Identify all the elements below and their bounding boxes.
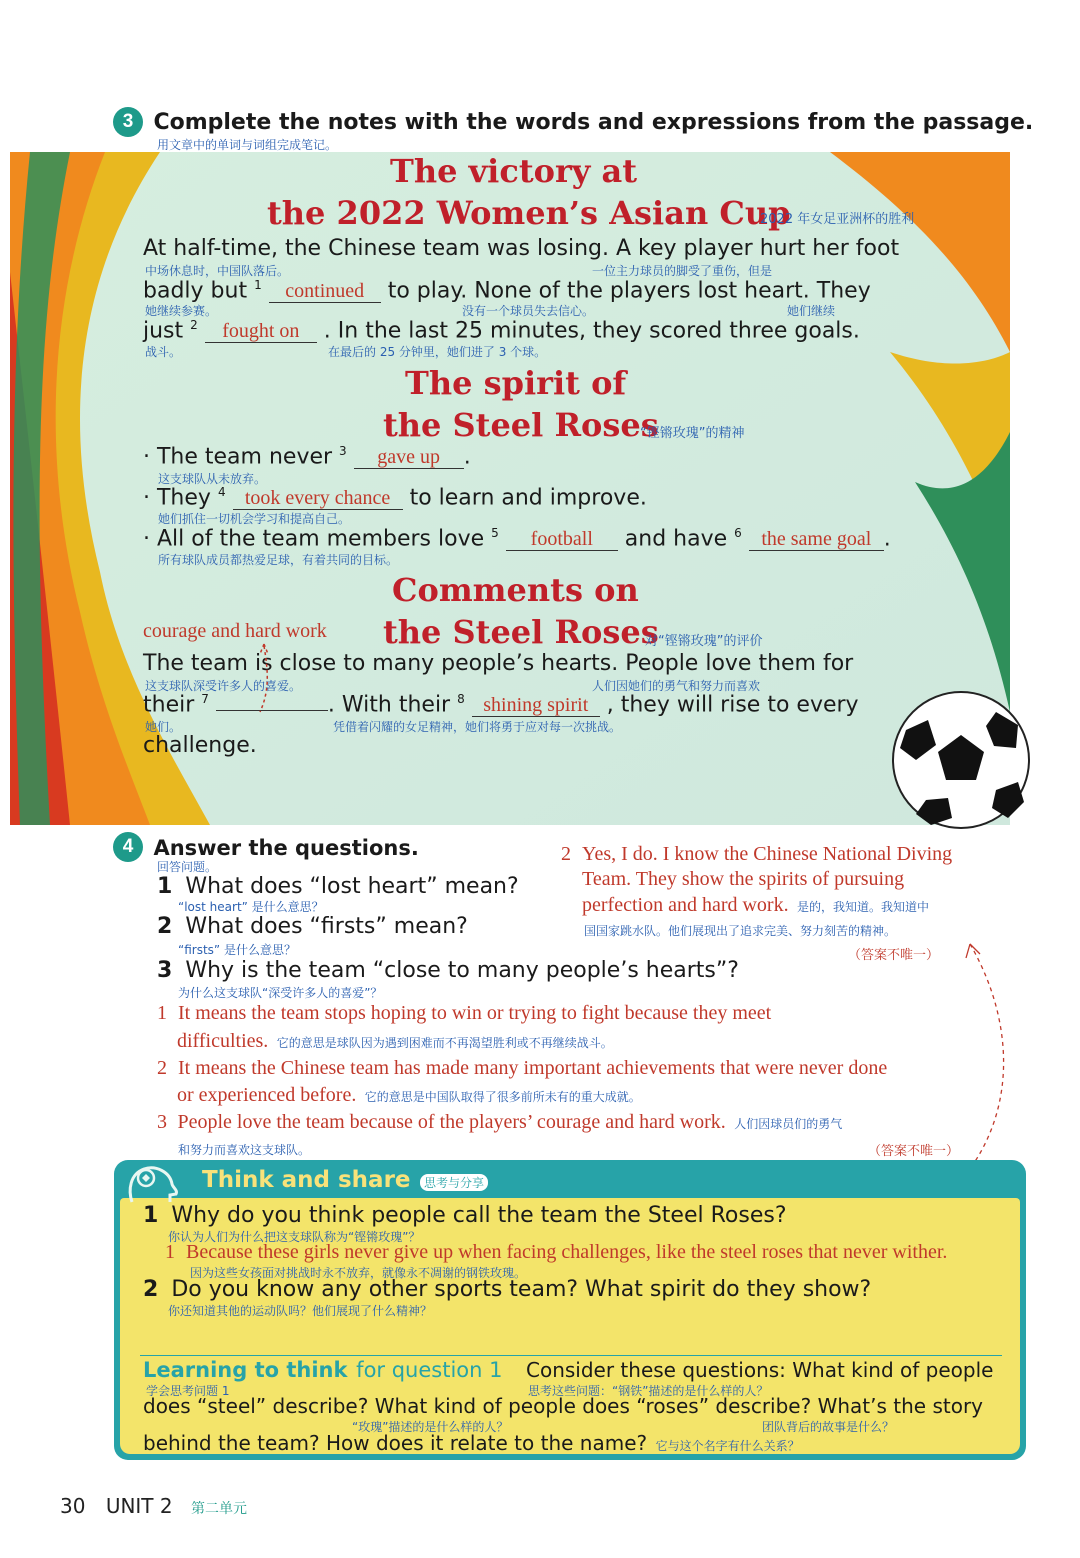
bullet-2-end: to learn and improve. — [409, 485, 647, 511]
block2-title-zh: “铿锵玫瑰”的精神 — [640, 426, 745, 441]
section-number-badge: 3 — [113, 107, 143, 137]
answer-1-text-cont: difficulties. — [177, 1030, 269, 1052]
block1-line2 — [143, 278, 871, 303]
unit-label: UNIT 2 — [105, 1494, 173, 1518]
answer-1-line2 — [177, 1030, 613, 1053]
question-3-zh: 为什么这支球队“深受许多人的喜爱”？ — [178, 986, 383, 1000]
block3-title-zh: 对“铿锵玫瑰”的评价 — [645, 634, 763, 649]
think-question-2 — [143, 1277, 871, 1302]
block1-line3-end: . In the last 25 minutes, they scored three goals. — [323, 318, 860, 344]
page-number: 30 — [60, 1494, 86, 1518]
block3-line2-mid: . With their — [327, 692, 451, 718]
answer-2-line2 — [177, 1084, 641, 1107]
block1-line2-end: to play. None of the players lost heart. They — [387, 278, 871, 304]
question-2-text: What does “firsts” mean? — [185, 914, 468, 939]
answer-1-text: It means the team stops hoping to win or trying to fight because they meet — [178, 1002, 772, 1024]
bullet-1-end: . — [463, 444, 471, 470]
answer-3-zh-b: 和努力而喜欢这支球队。 — [178, 1143, 311, 1157]
bullet-3-mid: and have — [624, 526, 728, 552]
question-2 — [157, 914, 468, 939]
handwritten-note-answer-7: courage and hard work — [143, 620, 327, 642]
block1-line3-start: just — [143, 318, 184, 344]
bullet-2-start: · They — [143, 485, 211, 511]
learning-to-think-bold: Learning to think — [143, 1358, 348, 1382]
think-question-1 — [143, 1203, 787, 1228]
block1-line2-zh-c: 她们继续 — [787, 304, 836, 318]
block1-title-line1: The victory at — [390, 152, 638, 190]
answer-3-number: 3 — [157, 1111, 167, 1133]
learning-line-2: does “steel” describe? What kind of people does “roses” describe? What’s the story — [143, 1394, 983, 1418]
learning-to-think-rest: for question 1 — [356, 1358, 503, 1382]
blank-number-3: 3 — [339, 444, 347, 458]
answer-3-zh-a: 人们因球员们的勇气 — [734, 1117, 843, 1131]
note-pointer-arrow — [250, 640, 290, 720]
think-question-2-zh: 你还知道其他的运动队吗？他们展现了什么精神？ — [168, 1304, 433, 1318]
blank-number-5: 5 — [491, 526, 499, 540]
think-question-1-zh: 你认为人们为什么把这支球队称为“铿锵玫瑰”？ — [168, 1230, 421, 1244]
question-1-text: What does “lost heart” mean? — [185, 874, 519, 899]
section-instruction-zh: 用文章中的单词与词组完成笔记。 — [157, 138, 338, 152]
block1-title-zh: 2022 年女足亚洲杯的胜利 — [760, 212, 915, 227]
block3-line1-zh-a: 这支球队深受许多人的喜爱。 — [145, 679, 302, 693]
block3-title-line1: Comments on — [392, 571, 639, 609]
block3-line2-zh-a: 她们。 — [145, 720, 182, 734]
side-answer-text-3: perfection and hard work. — [582, 894, 789, 916]
side-answer-line1 — [561, 843, 952, 866]
section-4-instruction-zh: 回答问题。 — [157, 860, 218, 874]
block1-line3 — [143, 318, 860, 343]
side-answer-zh-b: 国国家跳水队。他们展现出了追求完美、努力刻苦的精神。 — [584, 924, 897, 938]
question-1-number: 1 — [157, 874, 173, 899]
learning-to-think-label — [143, 1358, 503, 1382]
question-1-zh: “lost heart” 是什么意思？ — [178, 900, 324, 914]
soccer-ball-icon — [886, 690, 1036, 835]
question-2-zh: “firsts” 是什么意思？ — [178, 943, 296, 957]
learning-line-1: Consider these questions: What kind of people — [526, 1358, 994, 1382]
answer-blank-5: football — [506, 528, 618, 551]
section-3-header — [113, 107, 1033, 137]
bullet-3-end: . — [883, 526, 891, 552]
answer-blank-3: gave up — [354, 446, 464, 469]
block1-line1: At half-time, the Chinese team was losing. A key player hurt her foot — [143, 236, 900, 261]
think-question-2-number: 2 — [143, 1277, 159, 1302]
think-share-title-zh: 思考与分享 — [420, 1174, 488, 1191]
block2-title-line1: The spirit of — [405, 364, 627, 402]
answer-2-text-cont: or experienced before. — [177, 1084, 357, 1106]
learning-line-3-text: behind the team? How does it relate to the name? — [143, 1431, 648, 1455]
answer-2-number: 2 — [157, 1057, 167, 1079]
side-answer-note: （答案不唯一） — [848, 948, 940, 963]
blank-number-7: 7 — [201, 692, 209, 706]
block1-line2-start: badly but — [143, 278, 248, 304]
learning-line-3-zh: 它与这个名字有什么关系？ — [655, 1439, 800, 1453]
answer-2-zh: 它的意思是中国队取得了很多前所未有的重大成就。 — [364, 1090, 641, 1104]
answer-blank-1: continued — [269, 280, 381, 303]
question-1 — [157, 874, 519, 899]
question-2-number: 2 — [157, 914, 173, 939]
block1-line1-zh-a: 中场休息时，中国队落后。 — [145, 264, 290, 278]
side-answer-line3 — [582, 894, 929, 917]
block2-title-line2: the Steel Roses — [383, 406, 659, 444]
blank-number-2: 2 — [190, 318, 198, 332]
answer-2-text: It means the Chinese team has made many important achievements that were never done — [178, 1057, 888, 1079]
learning-line-2-zh-b: 团队背后的故事是什么？ — [762, 1420, 895, 1434]
bullet-3 — [143, 526, 891, 551]
learning-to-think-zh: 学会思考问题 1 — [146, 1384, 230, 1398]
bullet-2-zh: 她们抓住一切机会学习和提高自己。 — [158, 512, 351, 526]
block1-title-line2: the 2022 Women’s Asian Cup — [267, 194, 791, 232]
bullet-1-zh: 这支球队从未放弃。 — [158, 472, 267, 486]
think-answer-1 — [165, 1241, 947, 1264]
blank-number-4: 4 — [217, 485, 226, 499]
block3-line3: challenge. — [143, 733, 257, 758]
bullet-3-start: · All of the team members love — [143, 526, 485, 552]
side-answer-number: 2 — [561, 843, 571, 865]
answer-1-zh: 它的意思是球队因为遇到困难而不再渴望胜利或不再继续战斗。 — [276, 1036, 613, 1050]
think-answer-1-text: Because these girls never give up when facing challenges, like the steel roses that never wither. — [186, 1241, 948, 1263]
block3-line2-start: their — [143, 692, 195, 718]
section-instruction: Answer the questions. — [153, 835, 419, 860]
unit-label-zh: 第二单元 — [190, 1501, 247, 1517]
answer-3-text: People love the team because of the players’ courage and hard work. — [177, 1111, 726, 1133]
side-answer-line2: Team. They show the spirits of pursuing — [582, 868, 905, 890]
side-answer-text-1: Yes, I do. I know the Chinese National Diving — [582, 843, 953, 865]
block1-line1-zh-b: 一位主力球员的脚受了重伤，但是 — [592, 264, 773, 278]
bullet-2 — [143, 485, 647, 510]
learning-line-1-zh: 思考这些问题：“钢铁”描述的是什么样的人？ — [528, 1384, 769, 1398]
answer-blank-8: shining spirit — [472, 694, 600, 717]
think-question-1-text: Why do you think people call the team the Steel Roses? — [171, 1203, 787, 1228]
answer-3-note: （答案不唯一） — [868, 1144, 960, 1159]
bullet-1-start: · The team never — [143, 444, 333, 470]
answer-1-number: 1 — [157, 1002, 167, 1024]
question-3-text: Why is the team “close to many people’s hearts”? — [185, 958, 739, 983]
answer-blank-6: the same goal — [749, 528, 884, 551]
learning-line-3 — [143, 1431, 800, 1455]
section-number-badge: 4 — [113, 832, 143, 862]
answer-1-line1 — [157, 1002, 771, 1025]
side-answer-zh-a: 是的，我知道。我知道中 — [797, 900, 930, 914]
blank-number-6: 6 — [734, 526, 742, 540]
answer-blank-4: took every chance — [233, 487, 403, 510]
think-answer-1-zh: 因为这些女孩面对挑战时永不放弃，就像永不凋谢的钢铁玫瑰。 — [190, 1266, 527, 1280]
think-question-2-text: Do you know any other sports team? What spirit do they show? — [171, 1277, 872, 1302]
question-3-number: 3 — [157, 958, 173, 983]
answer-blank-2: fought on — [205, 320, 317, 343]
think-answer-1-number: 1 — [165, 1241, 175, 1263]
think-share-title: Think and share — [202, 1167, 411, 1193]
block3-line2-zh-b: 凭借着闪耀的女足精神，她们将勇于应对每一次挑战。 — [333, 720, 622, 734]
block3-title-line2: the Steel Roses — [383, 613, 659, 651]
learning-divider — [140, 1355, 1002, 1356]
bullet-3-zh: 所有球队成员都热爱足球，有着共同的目标。 — [158, 553, 399, 567]
bullet-1 — [143, 444, 471, 469]
block1-line2-zh-a: 她继续参赛。 — [145, 304, 218, 318]
question-3 — [157, 958, 739, 983]
learning-line-2-zh-a: “玫瑰”描述的是什么样的人？ — [352, 1420, 509, 1434]
blank-number-8: 8 — [457, 692, 465, 706]
block3-line1-zh-b: 人们因她们的勇气和努力而喜欢 — [592, 679, 761, 693]
block3-line2-end: , they will rise to every — [606, 692, 859, 718]
section-instruction: Complete the notes with the words and expressions from the passage. — [153, 110, 1034, 136]
block3-line1: The team is close to many people’s hearts. People love them for — [143, 651, 854, 676]
think-question-1-number: 1 — [143, 1203, 159, 1228]
page-footer — [60, 1494, 247, 1518]
block1-line2-zh-b: 没有一个球员失去信心。 — [462, 304, 595, 318]
block1-line3-zh-a: 战斗。 — [145, 345, 182, 359]
block1-line3-zh-b: 在最后的 25 分钟里，她们进了 3 个球。 — [328, 345, 547, 359]
blank-number-1: 1 — [254, 278, 262, 292]
